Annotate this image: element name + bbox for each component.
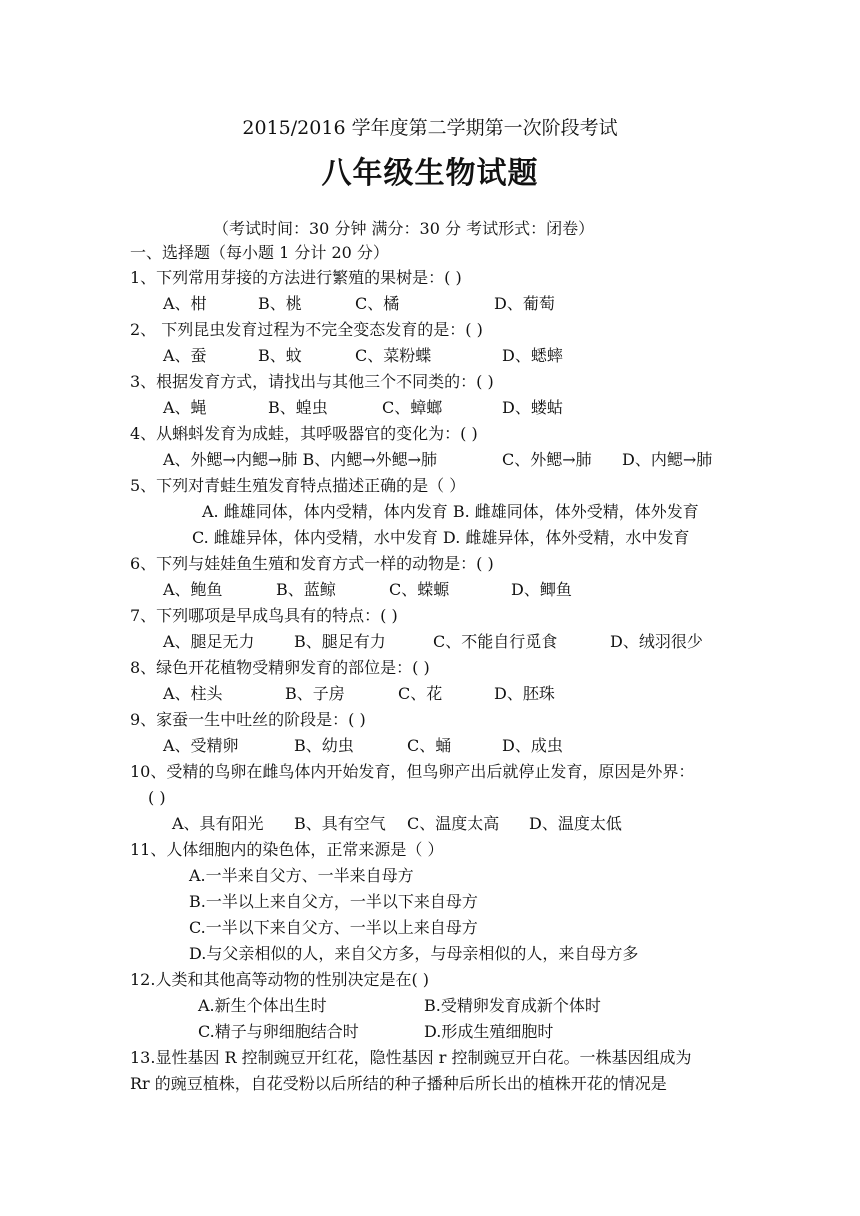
question-13-stem-cont: Rr 的豌豆植株，自花受粉以后所结的种子播种后所长出的植株开花的情况是 — [130, 1074, 667, 1093]
question-7-option-a: A、腿足无力 — [163, 632, 255, 651]
question-4-option-ab: A、外鳃→内鳃→肺 B、内鳃→外鳃→肺 — [163, 450, 438, 469]
exam-term-title: 2015/2016 学年度第二学期第一次阶段考试 — [242, 117, 618, 139]
question-12-option-a: A.新生个体出生时 — [198, 996, 327, 1015]
question-6-stem: 6、下列与娃娃鱼生殖和发育方式一样的动物是：( ) — [130, 554, 494, 573]
question-2-option-a: A、蚕 — [163, 346, 207, 365]
question-7-option-c: C、不能自行觅食 — [433, 632, 558, 651]
question-8-option-a: A、柱头 — [163, 684, 223, 703]
question-10-option-c: C、温度太高 — [407, 814, 500, 833]
question-12-option-d: D.形成生殖细胞时 — [424, 1022, 554, 1041]
question-8-option-b: B、子房 — [285, 684, 345, 703]
question-3-option-b: B、蝗虫 — [268, 398, 328, 417]
question-7-option-d: D、绒羽很少 — [610, 632, 703, 651]
exam-meta: （考试时间：30 分钟 满分：30 分 考试形式：闭卷） — [213, 219, 595, 238]
question-12-option-b: B.受精卵发育成新个体时 — [424, 996, 601, 1015]
question-4-option-c: C、外鳃→肺 — [502, 450, 592, 469]
question-9-stem: 9、家蚕一生中吐丝的阶段是：( ) — [130, 710, 366, 729]
exam-subject-title: 八年级生物试题 — [321, 156, 539, 191]
question-8-option-c: C、花 — [398, 684, 443, 703]
section-heading: 一、选择题（每小题 1 分计 20 分） — [130, 243, 389, 262]
question-7-option-b: B、腿足有力 — [294, 632, 386, 651]
question-9-option-b: B、幼虫 — [294, 736, 354, 755]
question-8-stem: 8、绿色开花植物受精卵发育的部位是：( ) — [130, 658, 430, 677]
question-6-option-a: A、鲍鱼 — [163, 580, 223, 599]
question-3-option-a: A、蝇 — [163, 398, 207, 417]
question-9-option-d: D、成虫 — [502, 736, 563, 755]
question-6-option-c: C、蝾螈 — [389, 580, 450, 599]
question-11-option-c: C.一半以下来自父方、一半以上来自母方 — [189, 918, 478, 937]
question-1-option-d: D、葡萄 — [494, 294, 555, 313]
question-6-option-b: B、蓝鲸 — [276, 580, 336, 599]
question-10-option-d: D、温度太低 — [529, 814, 622, 833]
question-10-stem-cont: ( ) — [148, 788, 166, 807]
question-11-option-a: A.一半来自父方、一半来自母方 — [189, 866, 414, 885]
question-1-option-a: A、柑 — [163, 294, 207, 313]
question-12-option-c: C.精子与卵细胞结合时 — [198, 1022, 359, 1041]
question-3-option-c: C、蟑螂 — [382, 398, 443, 417]
question-5-stem: 5、下列对青蛙生殖发育特点描述正确的是（ ） — [130, 476, 466, 495]
question-10-stem: 10、受精的鸟卵在雌鸟体内开始发育，但鸟卵产出后就停止发育，原因是外界： — [130, 762, 695, 781]
question-4-option-d: D、内鳃→肺 — [622, 450, 713, 469]
question-1-option-b: B、桃 — [258, 294, 302, 313]
question-2-option-b: B、蚊 — [258, 346, 302, 365]
question-1-stem: 1、下列常用芽接的方法进行繁殖的果树是：( ) — [130, 268, 462, 287]
question-4-stem: 4、从蝌蚪发育为成蛙，其呼吸器官的变化为：( ) — [130, 424, 478, 443]
question-10-option-a: A、具有阳光 — [172, 814, 264, 833]
question-2-stem: 2、 下列昆虫发育过程为不完全变态发育的是：( ) — [130, 320, 483, 339]
question-11-option-d: D.与父亲相似的人，来自父方多，与母亲相似的人，来自母方多 — [189, 944, 639, 963]
question-12-stem: 12.人类和其他高等动物的性别决定是在( ) — [130, 970, 430, 989]
question-9-option-c: C、蛹 — [407, 736, 452, 755]
question-5-options-cd: C. 雌雄异体，体内受精，水中发育 D. 雌雄异体，体外受精，水中发育 — [192, 528, 690, 547]
question-11-stem: 11、人体细胞内的染色体，正常来源是（ ） — [130, 840, 444, 859]
question-7-stem: 7、下列哪项是早成鸟具有的特点：( ) — [130, 606, 398, 625]
question-11-option-b: B.一半以上来自父方，一半以下来自母方 — [189, 892, 478, 911]
question-6-option-d: D、鲫鱼 — [511, 580, 572, 599]
question-10-option-b: B、具有空气 — [294, 814, 386, 833]
question-9-option-a: A、受精卵 — [163, 736, 239, 755]
question-1-option-c: C、橘 — [355, 294, 400, 313]
question-13-stem: 13.显性基因 R 控制豌豆开红花，隐性基因 r 控制豌豆开白花。一株基因组成为 — [130, 1048, 692, 1067]
question-3-option-d: D、蝼蛄 — [502, 398, 563, 417]
question-2-option-c: C、菜粉蝶 — [355, 346, 432, 365]
question-5-options-ab: A. 雌雄同体，体内受精，体内发育 B. 雌雄同体，体外受精，体外发育 — [202, 502, 699, 521]
question-3-stem: 3、根据发育方式，请找出与其他三个不同类的：( ) — [130, 372, 494, 391]
question-8-option-d: D、胚珠 — [494, 684, 555, 703]
question-2-option-d: D、蟋蟀 — [502, 346, 563, 365]
